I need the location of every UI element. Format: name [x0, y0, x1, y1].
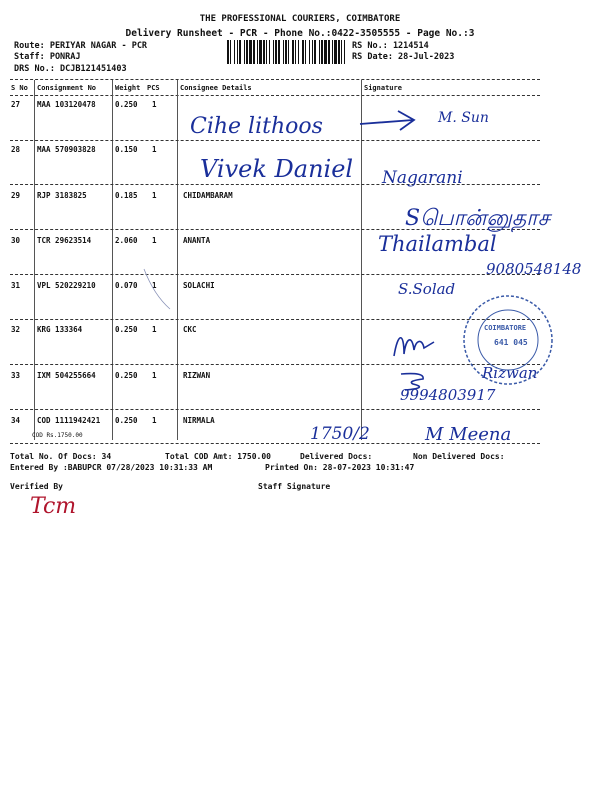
col-pcs: PCS: [147, 84, 160, 92]
row-consignment: KRG 133364: [37, 325, 83, 334]
handwritten-signature: Thailambal: [378, 232, 497, 256]
col-rule: [34, 80, 35, 440]
row-pcs: 1: [152, 191, 157, 200]
row-pcs: 1: [152, 325, 157, 334]
row-consignee: CKC: [183, 325, 197, 334]
row-weight: 0.150: [115, 145, 138, 154]
non-delivered-docs: Non Delivered Docs:: [413, 452, 505, 461]
col-sno: S No: [11, 84, 28, 92]
row-consignee: SOLACHI: [183, 281, 215, 290]
drs-number: DRS No.: DCJB121451403: [14, 64, 127, 74]
total-docs: Total No. Of Docs: 34: [10, 452, 112, 461]
handwritten-consignee: Cihe lithoos: [190, 114, 323, 139]
verified-by-label: Verified By: [10, 482, 63, 491]
row-sno: 27: [11, 100, 21, 109]
company-title: THE PROFESSIONAL COURIERS, COIMBATORE: [199, 14, 401, 24]
row-consignment: TCR 29623514: [37, 236, 92, 245]
row-consignment: COD 1111942421: [37, 416, 101, 425]
row-weight: 0.250: [115, 325, 138, 334]
row-pcs: 1: [152, 100, 157, 109]
verified-signature: Tcm: [30, 494, 77, 519]
handwritten-consignee: Vivek Daniel: [200, 155, 354, 183]
printed-on: Printed On: 28-07-2023 10:31:47: [265, 463, 415, 472]
staff-label: Staff: PONRAJ: [14, 52, 81, 62]
handwritten-signature: S.Solad: [398, 280, 456, 298]
row-rule: [10, 409, 540, 410]
col-rule: [177, 80, 178, 440]
staff-signature-label: Staff Signature: [258, 482, 331, 491]
row-pcs: 1: [152, 371, 157, 380]
table-top-rule: [10, 79, 540, 80]
row-weight: 0.250: [115, 100, 138, 109]
col-rule: [112, 80, 113, 440]
row-consignment: VPL 520229210: [37, 281, 96, 290]
table-header-rule: [10, 95, 540, 96]
row-weight: 0.250: [115, 371, 138, 380]
row-consignment: RJP 3183825: [37, 191, 87, 200]
total-cod: Total COD Amt: 1750.00: [165, 452, 271, 461]
row-consignment: MAA 103120478: [37, 100, 96, 109]
row-pcs: 1: [152, 145, 157, 154]
row-consignment: MAA 570903828: [37, 145, 96, 154]
row-rule: [10, 274, 540, 275]
stamp-text: COIMBATORE: [484, 324, 527, 332]
col-weight: Weight: [115, 84, 141, 92]
handwritten-signature: Nagarani: [382, 168, 463, 188]
col-consignee: Consignee Details: [180, 84, 252, 92]
cod-note: COD Rs.1750.00: [32, 432, 83, 439]
handwritten-phone: 9080548148: [486, 260, 582, 278]
row-sno: 34: [11, 416, 21, 425]
pencil-mark-icon: [140, 265, 180, 315]
row-weight: 2.060: [115, 236, 138, 245]
handwritten-phone: 9994803917: [400, 386, 496, 404]
runsheet-subtitle: Delivery Runsheet - PCR - Phone No.:0422-3505555 - Page No.:3: [125, 28, 475, 39]
row-sno: 28: [11, 145, 21, 154]
row-weight: 0.250: [115, 416, 138, 425]
route-label: Route: PERIYAR NAGAR - PCR: [14, 41, 148, 51]
row-sno: 30: [11, 236, 21, 245]
handwritten-signature: M. Sun: [438, 110, 489, 126]
row-weight: 0.185: [115, 191, 138, 200]
row-consignee: CHIDAMBARAM: [183, 191, 233, 200]
entered-by: Entered By :BABUPCR 07/28/2023 10:31:33 AM: [10, 463, 213, 472]
rs-date: RS Date: 28-Jul-2023: [352, 52, 455, 62]
row-sno: 31: [11, 281, 21, 290]
row-sno: 29: [11, 191, 21, 200]
barcode: [227, 40, 347, 64]
row-consignment: IXM 504255664: [37, 371, 96, 380]
row-consignee: ANANTA: [183, 236, 211, 245]
row-consignee: NIRMALA: [183, 416, 215, 425]
delivered-docs: Delivered Docs:: [300, 452, 373, 461]
handwritten-signature: Rizwan: [482, 364, 538, 382]
stamp-pincode: 641 045: [494, 338, 528, 347]
scribble-signature-icon: [390, 328, 444, 362]
row-weight: 0.070: [115, 281, 138, 290]
row-pcs: 1: [152, 236, 157, 245]
row-consignee: RIZWAN: [183, 371, 211, 380]
row-sno: 33: [11, 371, 21, 380]
row-pcs: 1: [152, 416, 157, 425]
handwritten-signature: Sபொன்னுதாச: [405, 206, 550, 231]
handwritten-amount: 1750/2: [310, 424, 370, 444]
row-pcs: 1: [152, 281, 157, 290]
rs-number: RS No.: 1214514: [352, 41, 429, 51]
handwritten-signature: M Meena: [425, 424, 512, 445]
row-sno: 32: [11, 325, 21, 334]
row-rule: [10, 140, 540, 141]
col-signature: Signature: [364, 84, 402, 92]
arrow-icon: [358, 108, 418, 136]
col-consignment: Consignment No: [37, 84, 97, 92]
